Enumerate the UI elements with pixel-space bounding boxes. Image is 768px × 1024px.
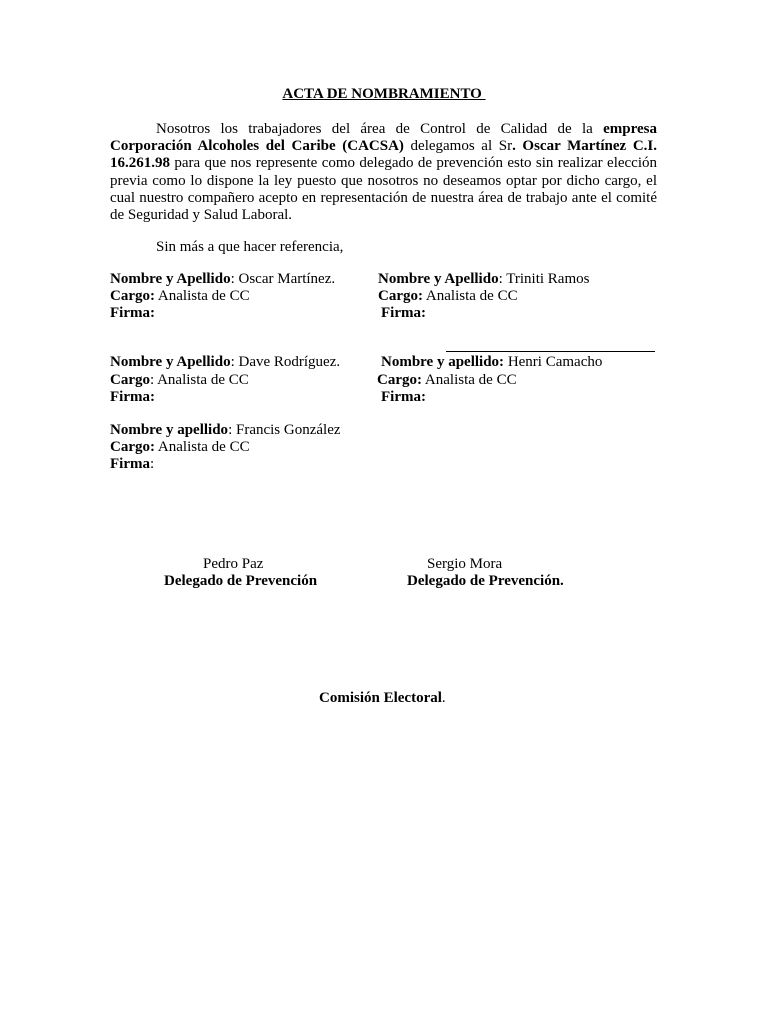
delegate-name-id: . Oscar Martínez C.I. 16.261.98	[110, 138, 657, 172]
firma-label: Firma:	[110, 389, 155, 405]
worker-firma-line	[381, 305, 426, 322]
worker-name: : Oscar Martínez.	[230, 271, 336, 287]
firma-label: Firma:	[110, 305, 155, 321]
name-label: Nombre y Apellido	[110, 271, 231, 287]
name-label: Nombre y Apellido	[110, 354, 231, 370]
worker-name: : Dave Rodríguez.	[230, 354, 341, 370]
worker-firma-line	[110, 305, 155, 322]
signature-line	[446, 351, 655, 352]
commission-tail: .	[441, 690, 446, 706]
delegate-role: Delegado de Prevención.	[407, 573, 564, 589]
intro-paragraph	[110, 121, 657, 224]
worker-firma-line	[381, 389, 426, 406]
worker-name-line	[378, 271, 589, 288]
worker-name-line	[110, 354, 340, 371]
firma-label: Firma:	[381, 389, 426, 405]
delegate-name: Sergio Mora	[427, 556, 503, 572]
worker-cargo-line	[110, 288, 250, 305]
delegate-role: Delegado de Prevención	[164, 573, 318, 589]
intro-text-1: Nosotros los trabajadores del área de Control de Calidad de la	[156, 121, 604, 137]
cargo-label: Cargo	[110, 372, 150, 388]
worker-cargo-line	[377, 372, 517, 389]
worker-cargo: Analista de CC	[423, 288, 518, 304]
worker-name-line	[110, 422, 341, 439]
closing-line: Sin más a que hacer referencia,	[156, 239, 344, 255]
company-name: empresa Corporación Alcoholes del Caribe (CACSA)	[110, 121, 657, 155]
name-label: Nombre y Apellido	[378, 271, 499, 287]
firma-tail: :	[149, 456, 155, 472]
name-label: Nombre y apellido	[110, 422, 229, 438]
worker-name: : Triniti Ramos	[498, 271, 590, 287]
worker-cargo: : Analista de CC	[150, 372, 249, 388]
worker-cargo-line	[110, 372, 249, 389]
worker-cargo-line	[378, 288, 518, 305]
cargo-label: Cargo:	[377, 372, 422, 388]
worker-cargo-line	[110, 439, 250, 456]
worker-firma-line	[110, 389, 155, 406]
intro-text-3: para que nos represente como delegado de prevención esto sin realizar elección previa como lo dispone la ley puesto que nosotros no deseamos optar por dicho cargo, el cual nuestro compañero acepto en representación de nuestra área de trabajo ante el comité de Seguridad y Salud Laboral.	[110, 155, 657, 224]
intro-text-2: delegamos al Sr	[403, 138, 513, 155]
worker-name: Henri Camacho	[504, 354, 603, 370]
cargo-label: Cargo:	[110, 439, 155, 455]
worker-cargo: Analista de CC	[155, 288, 250, 304]
worker-cargo: Analista de CC	[422, 372, 517, 388]
worker-cargo: Analista de CC	[155, 439, 250, 455]
worker-name: : Francis González	[228, 422, 341, 438]
commission-line	[319, 690, 446, 707]
delegate-name: Pedro Paz	[203, 556, 264, 572]
worker-name-line	[381, 354, 602, 371]
document-title: ACTA DE NOMBRAMIENTO	[282, 86, 486, 102]
firma-label: Firma	[110, 456, 150, 472]
worker-firma-line	[110, 456, 154, 473]
firma-label: Firma:	[381, 305, 426, 321]
name-label: Nombre y apellido:	[381, 354, 505, 370]
cargo-label: Cargo:	[378, 288, 423, 304]
cargo-label: Cargo:	[110, 288, 155, 304]
worker-name-line	[110, 271, 335, 288]
commission-label: Comisión Electoral	[319, 690, 442, 706]
